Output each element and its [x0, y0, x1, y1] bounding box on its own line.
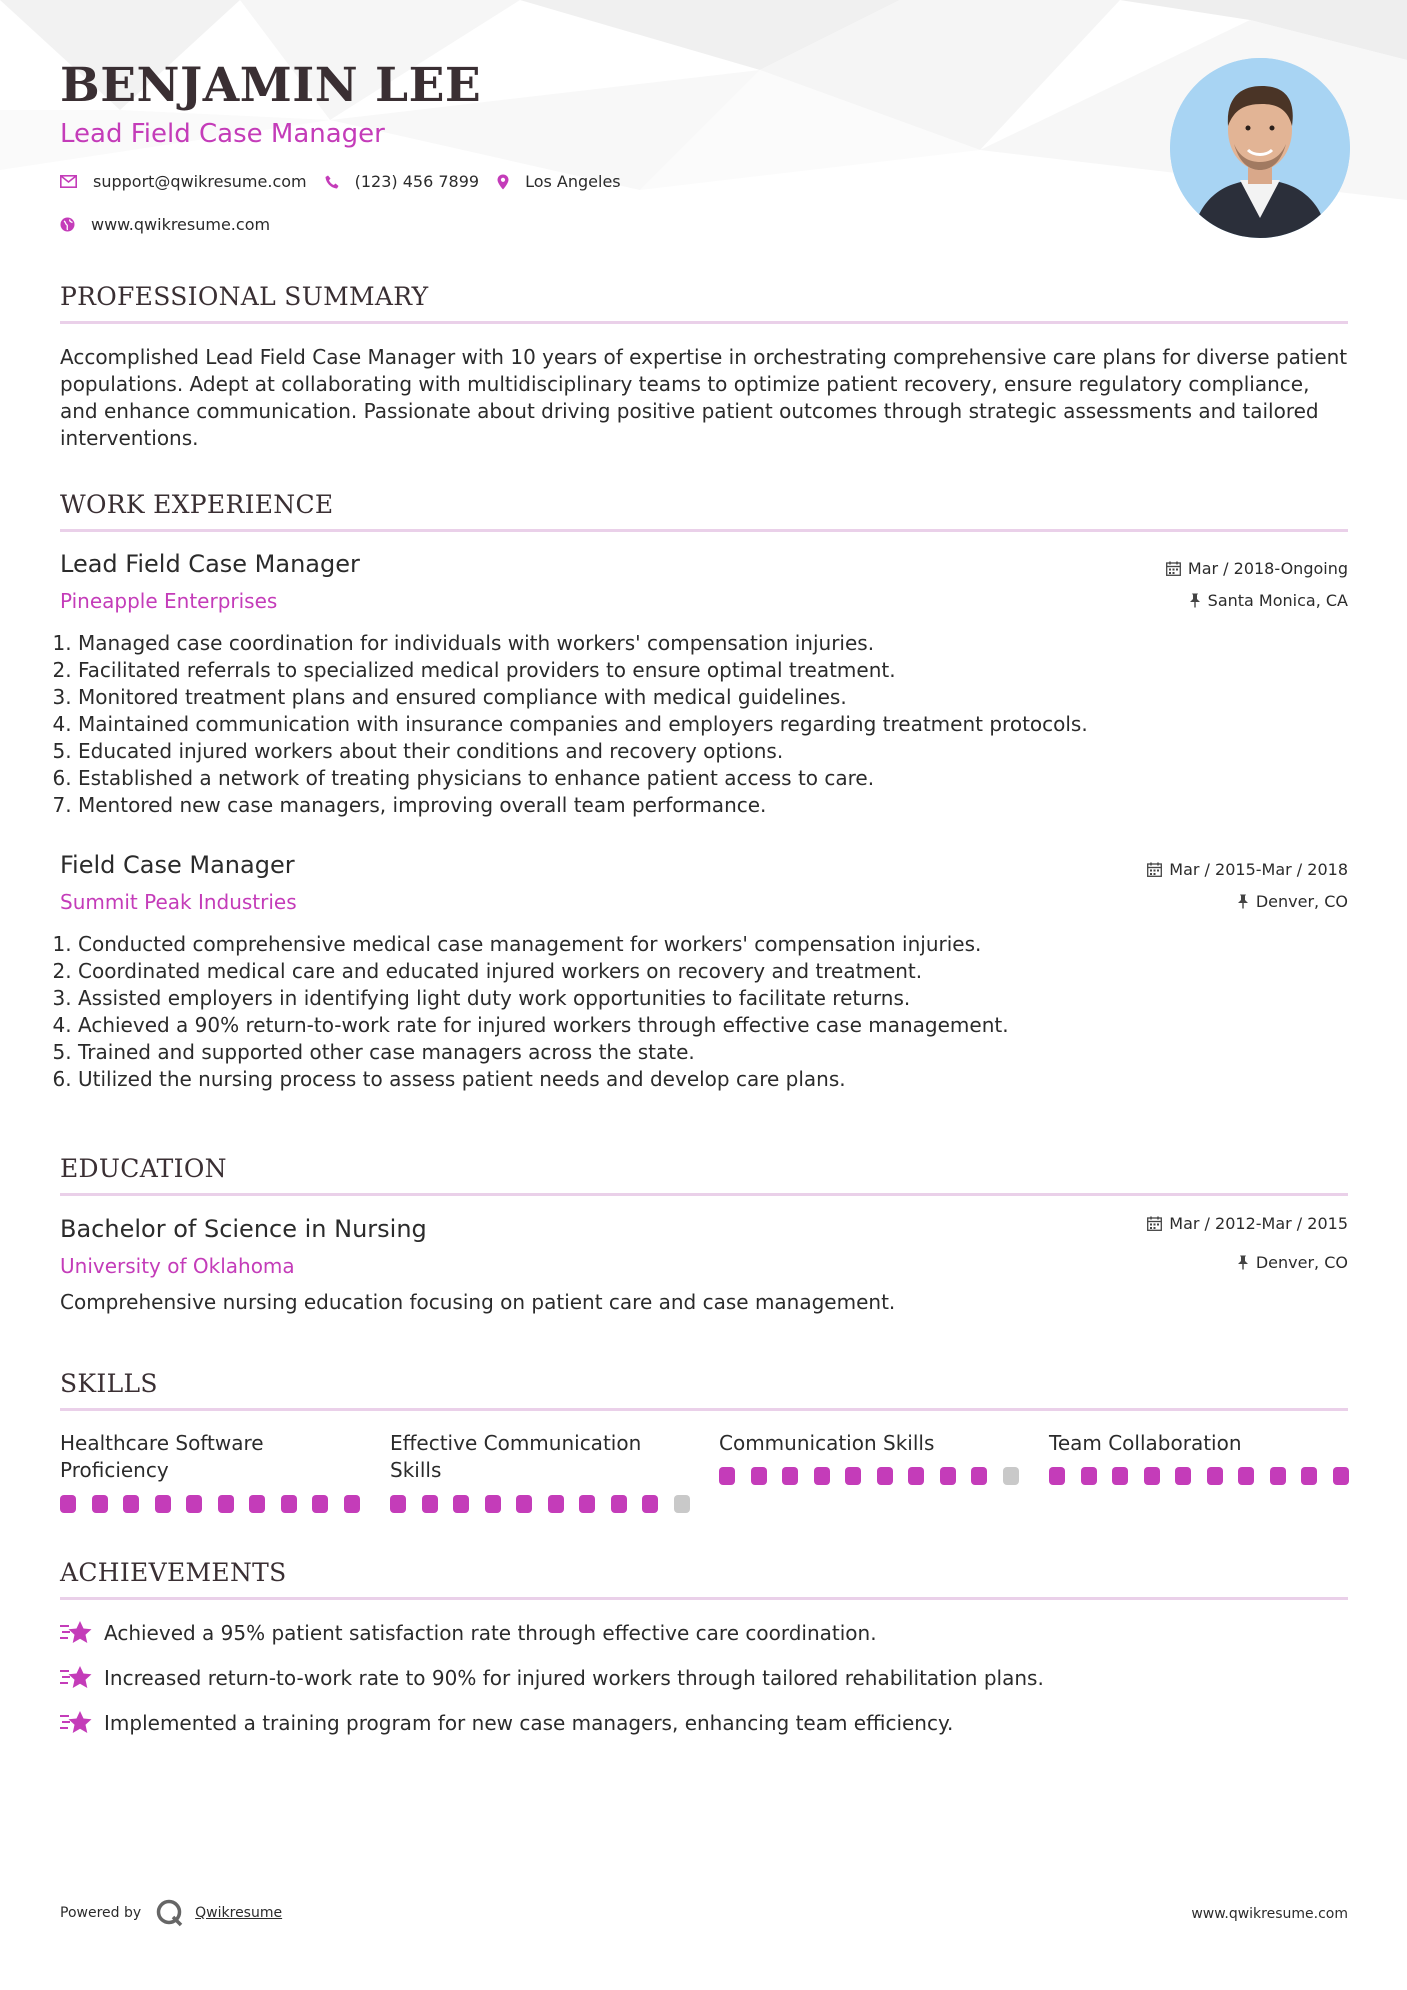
job-dates: [1147, 860, 1348, 879]
phone-icon: [325, 175, 339, 189]
rating-dot-filled: [249, 1495, 265, 1513]
school-name: University of Oklahoma: [60, 1254, 295, 1278]
powered-by-label: Powered by: [60, 1905, 142, 1921]
section-divider: [60, 1193, 1348, 1196]
rating-dot-empty: [674, 1495, 690, 1513]
rating-dot-filled: [1175, 1467, 1191, 1485]
skill-name: Effective Communication Skills: [390, 1431, 642, 1482]
footer-website[interactable]: www.qwikresume.com: [1191, 1906, 1348, 1922]
skill-name: Team Collaboration: [1049, 1431, 1242, 1455]
contact-location: [497, 172, 621, 191]
footer-powered-by: [60, 1898, 282, 1928]
avatar: [1170, 58, 1350, 238]
section-divider: [60, 1597, 1348, 1600]
list-item: 6. Utilized the nursing process to assess patient needs and develop care plans.: [78, 1066, 1009, 1093]
section-title-skills: SKILLS: [60, 1369, 158, 1398]
list-item: 3. Monitored treatment plans and ensured compliance with medical guidelines.: [78, 684, 1088, 711]
rating-dot-filled: [312, 1495, 328, 1513]
rating-dot-filled: [1333, 1467, 1349, 1485]
section-divider: [60, 321, 1348, 324]
company-name: Pineapple Enterprises: [60, 589, 278, 613]
rating-dot-filled: [845, 1467, 861, 1485]
rating-dot-filled: [516, 1495, 532, 1513]
rating-dot-filled: [1081, 1467, 1097, 1485]
pushpin-icon: [1237, 894, 1249, 909]
duties-list: [60, 630, 1088, 819]
achievement-text: Achieved a 95% patient satisfaction rate through effective care coordination.: [104, 1621, 877, 1645]
list-item: 2. Coordinated medical care and educated injured workers on recovery and treatment.: [78, 958, 1009, 985]
education-location-text: Denver, CO: [1255, 1253, 1348, 1272]
candidate-name: BENJAMIN LEE: [60, 58, 482, 113]
achievement-item: [60, 1710, 953, 1736]
rating-dot-filled: [186, 1495, 202, 1513]
job-location-text: Santa Monica, CA: [1207, 591, 1348, 610]
rating-dot-filled: [1238, 1467, 1254, 1485]
education-dates: [1147, 1214, 1348, 1233]
contact-phone[interactable]: [325, 172, 479, 191]
rating-dot-filled: [548, 1495, 564, 1513]
rating-dot-filled: [971, 1467, 987, 1485]
rating-dot-filled: [719, 1467, 735, 1485]
skill-rating: [390, 1495, 705, 1513]
list-item: 3. Assisted employers in identifying light duty work opportunities to facilitate returns.: [78, 985, 1009, 1012]
brand-link[interactable]: Qwikresume: [195, 1905, 283, 1921]
rating-dot-filled: [123, 1495, 139, 1513]
profile-photo: [1170, 58, 1350, 238]
job-dates: [1166, 559, 1348, 578]
rating-dot-filled: [1112, 1467, 1128, 1485]
rating-dot-filled: [814, 1467, 830, 1485]
section-title-summary: PROFESSIONAL SUMMARY: [60, 282, 429, 311]
list-item: 2. Facilitated referrals to specialized medical providers to ensure optimal treatment.: [78, 657, 1088, 684]
rating-dot-filled: [940, 1467, 956, 1485]
location-text: Los Angeles: [525, 172, 621, 191]
envelope-icon: [60, 175, 77, 188]
section-divider: [60, 529, 1348, 532]
skill-name: Healthcare Software Proficiency: [60, 1431, 264, 1482]
rating-dot-filled: [453, 1495, 469, 1513]
job-location: [1237, 892, 1348, 911]
section-title-achievements: ACHIEVEMENTS: [60, 1558, 287, 1587]
candidate-role: Lead Field Case Manager: [60, 119, 385, 149]
calendar-icon: [1166, 561, 1181, 576]
job-title: Lead Field Case Manager: [60, 550, 360, 578]
qwikresume-logo-icon: [155, 1898, 185, 1928]
rating-dot-filled: [1207, 1467, 1223, 1485]
rating-dot-filled: [1270, 1467, 1286, 1485]
duties-list: [60, 931, 1009, 1093]
company-name: Summit Peak Industries: [60, 890, 297, 914]
rating-dot-filled: [344, 1495, 360, 1513]
rating-dot-filled: [782, 1467, 798, 1485]
contact-row: [60, 172, 639, 191]
job-dates-text: Mar / 2015-Mar / 2018: [1169, 860, 1348, 879]
rating-dot-filled: [92, 1495, 108, 1513]
job-dates-text: Mar / 2018-Ongoing: [1187, 559, 1348, 578]
rating-dot-empty: [1003, 1467, 1019, 1485]
list-item: 1. Conducted comprehensive medical case management for workers' compensation injuries.: [78, 931, 1009, 958]
pushpin-icon: [1237, 1255, 1249, 1270]
list-item: 1. Managed case coordination for individuals with workers' compensation injuries.: [78, 630, 1088, 657]
calendar-icon: [1147, 1216, 1162, 1231]
achievement-text: Increased return-to-work rate to 90% for injured workers through tailored rehabilitation plans.: [104, 1666, 1044, 1690]
contact-email[interactable]: [60, 172, 307, 191]
globe-icon: [60, 217, 75, 232]
achievement-text: Implemented a training program for new case managers, enhancing team efficiency.: [104, 1711, 954, 1735]
section-title-education: EDUCATION: [60, 1154, 227, 1183]
list-item: 4. Achieved a 90% return-to-work rate for injured workers through effective case management.: [78, 1012, 1009, 1039]
rating-dot-filled: [60, 1495, 76, 1513]
education-location: [1237, 1253, 1348, 1272]
calendar-icon: [1147, 862, 1162, 877]
skill-rating: [60, 1495, 375, 1513]
rating-dot-filled: [1049, 1467, 1065, 1485]
list-item: 5. Educated injured workers about their conditions and recovery options.: [78, 738, 1088, 765]
rating-dot-filled: [1301, 1467, 1317, 1485]
rating-dot-filled: [155, 1495, 171, 1513]
list-item: 5. Trained and supported other case managers across the state.: [78, 1039, 1009, 1066]
skill-rating: [719, 1467, 1034, 1485]
education-dates-text: Mar / 2012-Mar / 2015: [1169, 1214, 1348, 1233]
rating-dot-filled: [281, 1495, 297, 1513]
rating-dot-filled: [390, 1495, 406, 1513]
degree-title: Bachelor of Science in Nursing: [60, 1215, 427, 1243]
list-item: 4. Maintained communication with insurance companies and employers regarding treatment protocols.: [78, 711, 1088, 738]
rating-dot-filled: [611, 1495, 627, 1513]
skill-name: Communication Skills: [719, 1431, 935, 1455]
star-icon: [60, 1710, 92, 1736]
contact-row-website: [60, 215, 288, 234]
rating-dot-filled: [751, 1467, 767, 1485]
rating-dot-filled: [422, 1495, 438, 1513]
rating-dot-filled: [908, 1467, 924, 1485]
contact-website[interactable]: [60, 215, 270, 234]
email-text: support@qwikresume.com: [93, 172, 307, 191]
job-location: [1189, 591, 1348, 610]
list-item: 6. Established a network of treating physicians to enhance patient access to care.: [78, 765, 1088, 792]
map-pin-icon: [497, 174, 509, 190]
summary-text: Accomplished Lead Field Case Manager with 10 years of expertise in orchestrating comprehensive care plans for diverse patient populations. Adept at collaborating with multidisciplinary teams to optimize patient recovery, ensure regulatory compliance, and enhance communication. Passionate about driving positive patient outcomes through strategic assessments and tailored interventions.: [60, 345, 1348, 450]
education-description: Comprehensive nursing education focusing on patient care and case management.: [60, 1290, 896, 1314]
rating-dot-filled: [485, 1495, 501, 1513]
skill-rating: [1049, 1467, 1364, 1485]
list-item: 7. Mentored new case managers, improving overall team performance.: [78, 792, 1088, 819]
rating-dot-filled: [218, 1495, 234, 1513]
section-title-experience: WORK EXPERIENCE: [60, 490, 334, 519]
job-location-text: Denver, CO: [1255, 892, 1348, 911]
achievement-item: [60, 1665, 1044, 1691]
rating-dot-filled: [877, 1467, 893, 1485]
rating-dot-filled: [579, 1495, 595, 1513]
rating-dot-filled: [1144, 1467, 1160, 1485]
job-title: Field Case Manager: [60, 851, 295, 879]
section-divider: [60, 1408, 1348, 1411]
phone-text: (123) 456 7899: [354, 172, 480, 191]
pushpin-icon: [1189, 593, 1201, 608]
star-icon: [60, 1665, 92, 1691]
rating-dot-filled: [642, 1495, 658, 1513]
website-text: www.qwikresume.com: [91, 215, 271, 234]
achievement-item: [60, 1620, 877, 1646]
star-icon: [60, 1620, 92, 1646]
